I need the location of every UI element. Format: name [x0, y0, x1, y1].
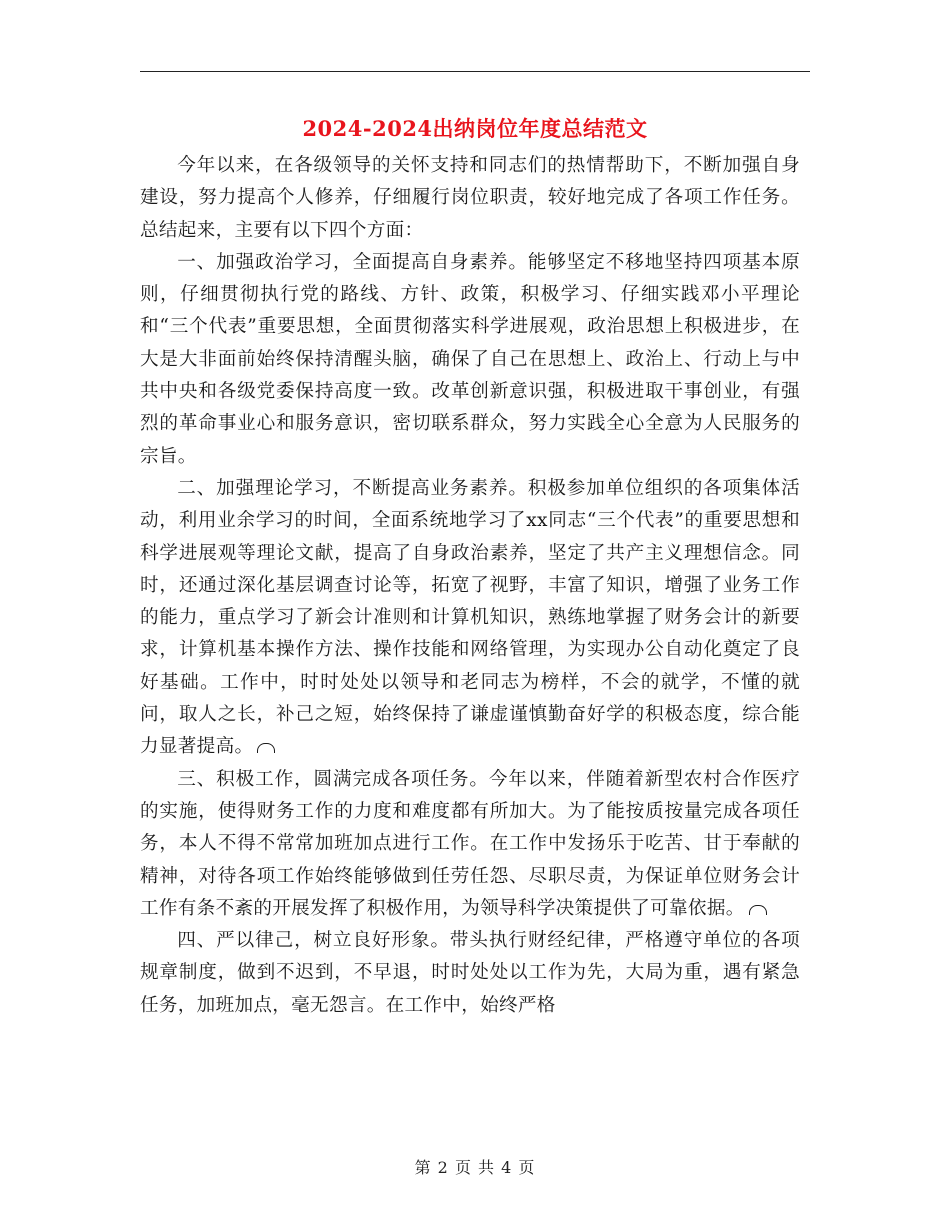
paragraph-end-mark-icon: [257, 743, 275, 753]
paragraph-section-2: [140, 473, 800, 764]
header-rule: [140, 71, 810, 72]
document-body: [140, 150, 800, 1022]
document-title: 2024-2024出纳岗位年度总结范文: [302, 116, 648, 141]
paragraph-section-1-text: 一、加强政治学习，全面提高自身素养。能够坚定不移地坚持四项基本原则，仔细贯彻执行党的路线、方针、政策，积极学习、仔细实践邓小平理论和“三个代表”重要思想，全面贯彻落实科学进展观，政治思想上积极进步，在大是大非面前始终保持清醒头脑，确保了自己在思想上、政治上、行动上与中共中央和各级党委保持高度一致。改革创新意识强，积极进取干事创业，有强烈的革命事业心和服务意识，密切联系群众，努力实践全心全意为人民服务的宗旨。: [140, 251, 800, 467]
page-number-footer: 第 2 页 共 4 页: [414, 1158, 536, 1177]
paragraph-intro: [140, 150, 800, 247]
paragraph-intro-text: 今年以来，在各级领导的关怀支持和同志们的热情帮助下，不断加强自身建设，努力提高个人修养，仔细履行岗位职责，较好地完成了各项工作任务。总结起来，主要有以下四个方面：: [140, 155, 800, 241]
paragraph-section-3: [140, 764, 800, 925]
paragraph-section-3-text: 三、积极工作，圆满完成各项任务。今年以来，伴随着新型农村合作医疗的实施，使得财务工作的力度和难度都有所加大。为了能按质按量完成各项任务，本人不得不常常加班加点进行工作。在工作中发扬乐于吃苦、甘于奉献的精神，对待各项工作始终能够做到任劳任怨、尽职尽责，为保证单位财务会计工作有条不紊的开展发挥了积极作用，为领导科学决策提供了可靠依据。: [140, 768, 800, 919]
paragraph-section-4: [140, 925, 800, 1022]
paragraph-section-2-text: 二、加强理论学习，不断提高业务素养。积极参加单位组织的各项集体活动，利用业余学习的时间，全面系统地学习了xx同志“三个代表”的重要思想和科学进展观等理论文献，提高了自身政治素养，坚定了共产主义理想信念。同时，还通过深化基层调查讨论等，拓宽了视野，丰富了知识，增强了业务工作的能力，重点学习了新会计准则和计算机知识，熟练地掌握了财务会计的新要求，计算机基本操作方法、操作技能和网络管理，为实现办公自动化奠定了良好基础。工作中，时时处处以领导和老同志为榜样，不会的就学，不懂的就问，取人之长，补己之短，始终保持了谦虚谨慎勤奋好学的积极态度，综合能力显著提高。: [140, 477, 800, 758]
paragraph-section-1: [140, 247, 800, 473]
paragraph-section-4-text: 四、严以律己，树立良好形象。带头执行财经纪律，严格遵守单位的各项规章制度，做到不迟到，不早退，时时处处以工作为先，大局为重，遇有紧急任务，加班加点，毫无怨言。在工作中，始终严格: [140, 930, 800, 1016]
paragraph-end-mark-icon: [749, 905, 767, 915]
